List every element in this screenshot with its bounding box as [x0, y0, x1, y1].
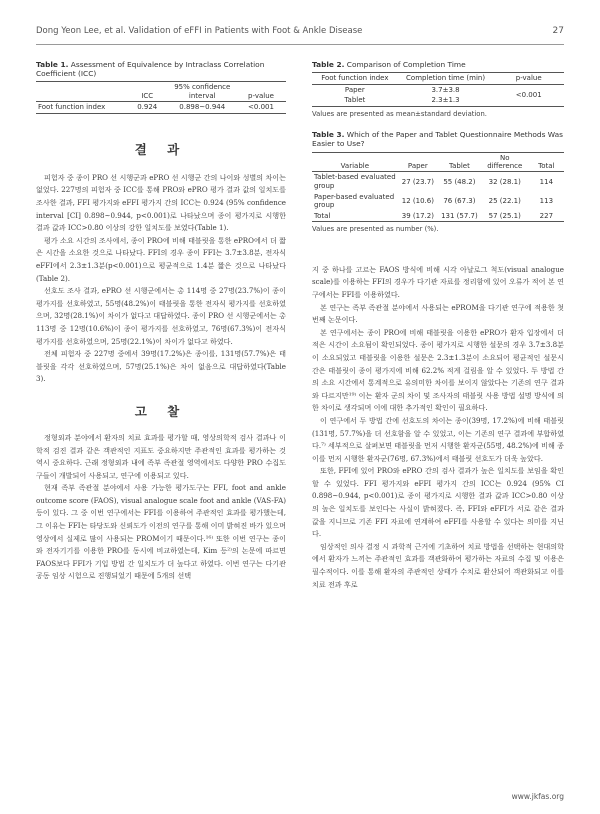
table-row [36, 102, 286, 114]
results-text [36, 172, 286, 386]
table2-header: Completion time (min) [406, 74, 486, 83]
table3 [312, 152, 564, 223]
table3-block [312, 130, 564, 234]
table2-block [312, 60, 564, 118]
table2-caption [312, 60, 564, 69]
table2-cell: Paper [344, 85, 365, 94]
table1-header-row [36, 82, 286, 102]
table2 [312, 72, 564, 107]
table3-cell: 55 (48.2) [443, 177, 476, 186]
table3-header-row [312, 152, 564, 172]
table-row [312, 192, 564, 211]
table3-caption-text: Which of the Paper and Tablet Questionnaire Methods Was Easier to Use? [312, 130, 564, 149]
table2-cell: 3.7±3.8 [431, 85, 460, 94]
table-row [312, 211, 564, 222]
discussion-paragraph: 본 연구는 족부 족관절 분야에서 사용되는 ePROM을 다기관 연구에 적용한 첫 번째 논문이다. [312, 302, 564, 325]
results-paragraph: 선호도 조사 결과, ePRO 선 시행군에서는 총 114명 중 27명(23.7%)이 종이 평가지를 선호하였고, 55명(48.2%)이 태블릿을 통한 전자식 평가지를 선호하였으며, 32명(28.1%)이 차이가 없다고 대답하였다. 종이 PRO 선 시행군에서는 총 113명 중 12명(10.6%)이 종이 평가지를 선호하였고, 76명(67.3%)이 전자식 평가지를 선호하였으며, 25명(22.1%)이 차이가 없다고 하였다. [36, 286, 286, 346]
discussion-paragraph: 또한, FFI에 있어 PRO와 ePRO 간의 검사 결과가 높은 일치도를 보임을 확인할 수 있었다. FFI 평가지와 eFFI 평가지 간의 ICC는 0.924 (95% CI 0.898~0.944, p<0.001)로 종이 평가지로 시행한 결과 값과 ICC>0.80 이상의 높은 일치도를 보인다는 사실이 밝혀졌다. 즉, FFI와 eFFI가 서로 같은 결과 값을 지니므로 기존 FFI 자료에 연계하여 eFFI를 사용할 수 있다는 의미를 지닌다. [312, 466, 564, 539]
table1-header: 95% confidence interval [174, 83, 231, 100]
table-row [312, 84, 564, 95]
table2-cell: 2.3±1.3 [431, 96, 460, 105]
discussion-paragraph: 임상적인 의사 결정 시 과학적 근거에 기초하여 치료 방법을 선택하는 현대의학에서 환자가 느끼는 주관적인 효과를 객관화하여 평가하는 자료의 수집 및 이용은 필수적이다. 이를 통해 환자의 주관적인 상태가 수치로 환산되어 객관화되고 이를 치료 전과 후로 [312, 541, 564, 589]
table2-header: Foot function index [321, 74, 389, 83]
table3-label: Table 3. [312, 130, 345, 140]
footer-url: www.jkfas.org [511, 792, 564, 801]
table1-label: Table 1. [36, 60, 69, 69]
left-column [36, 60, 286, 583]
right-column [312, 60, 564, 591]
discussion-paragraph: 정형외과 분야에서 환자의 치료 효과를 평가할 때, 영상의학적 검사 결과나 이학적 검진 결과 같은 객관적인 지표도 중요하지만 주관적인 효과를 평가하는 것 역시 중요하다. 근래 정형외과 내에 족부 족관절 영역에서도 다양한 PRO 수집도구들이 개발되어 사용되고, 연구에 이용되고 있다. [36, 432, 286, 480]
table3-cell: 27 (23.7) [401, 177, 434, 186]
table3-cell: 131 (57.7) [441, 211, 478, 220]
discussion-text-left [36, 432, 286, 583]
table3-header: No difference [487, 153, 523, 171]
table3-cell: Total [314, 211, 331, 220]
table1 [36, 81, 286, 113]
page-number: 27 [552, 26, 564, 36]
table3-note: Values are presented as number (%). [312, 225, 439, 234]
table3-header: Variable [340, 162, 370, 171]
table2-label: Table 2. [312, 60, 345, 69]
table1-cell: 0.924 [137, 103, 158, 112]
results-paragraph: 평가 소요 시간의 조사에서, 종이 PRO에 비해 태블릿을 통한 ePRO에서 더 짧은 시간을 소요한 것으로 나타났다. FFI의 경우 종이 FFI는 3.7±3.8분, 전자식 eFFI에서 2.3±1.3분(p<0.001)으로 평균적으로 1.4분 짧은 것으로 나타났다(Table 2). [36, 235, 286, 283]
discussion-heading: 고 찰 [134, 403, 188, 419]
table3-header: Total [538, 162, 555, 171]
results-paragraph: 전체 피험자 중 227명 중에서 39명(17.2%)은 종이를, 131명(57.7%)은 태블릿을 각각 선호하였으며, 57명(25.1%)은 차이 없음으로 대답하였다(Table 3). [36, 349, 286, 384]
table2-cell: Tablet [344, 96, 366, 105]
table1-header: ICC [141, 91, 154, 100]
table1-caption-text: Assessment of Equivalence by Intraclass Correlation Coefficient (ICC) [36, 60, 265, 79]
results-paragraph: 피험자 중 종이 PRO 선 시행군과 ePRO 선 시행군 간의 나이와 성별의 차이는 없었다. 227명의 피험자 중 ICC를 통해 PRO와 ePRO 평가 결과 값의 일치도를 조사한 결과, FFI 평가지와 eFFI 평가지 간의 ICC는 0.924 (95% confidence interval [CI] 0.898~0.944, p<0.001)로 나타났으며 종이 평가지로 시행한 결과 값과 ICC>0.80 이상의 강한 일치도를 보였다(Table 1). [36, 172, 286, 233]
table1-cell: 0.898~0.944 [179, 103, 226, 112]
discussion-paragraph: 본 연구에서는 종이 PRO에 비해 태블릿을 이용한 ePRO가 환자 입장에서 더 적은 시간이 소요됨이 확인되었다. 종이 평가지로 시행한 설문의 경우 3.7±3.8분이 소요되었고 태블릿을 이용한 설문은 2.3±1.3분이 소요되어 평균적인 설문시간은 태블릿이 종이 평가지에 비해 62.2% 적게 걸림을 알 수 있었다. 두 방법 간의 소요 시간에서 통계적으로 유의미한 차이를 보이지 않았다는 기존의 연구 결과와 다르지만¹⁹⁾ 이는 환자 군의 차이 및 조사자의 태블릿 사용 방법 설명 방식에 의한 차이로 생각되며 이에 대한 추가적인 확인이 필요하다. [312, 327, 564, 413]
table1-caption [36, 60, 286, 78]
table1-header: p-value [248, 91, 274, 100]
table3-header: Tablet [448, 162, 470, 171]
results-heading: 결 과 [134, 141, 188, 157]
discussion-paragraph: 지 중 하나를 고르는 FAOS 방식에 비해 시각 아날로그 척도(visual analogue scale)를 이용하는 FFI의 경우가 다기관 자료를 정리함에 있어 오류가 적어 본 연구에서는 FFI를 이용하였다. [312, 264, 564, 299]
discussion-paragraph: 현재 족부 족관절 분야에서 사용 가능한 평가도구는 FFI, foot and ankle outcome score (FAOS), visual analogue scale foot and ankle (VAS-FA) 등이 있다. 그 중 이번 연구에서는 FFI를 이용하여 주관적인 효과를 평가했는데, 그 이유는 FFI는 타당도와 신뢰도가 이전의 연구를 통해 이미 밝혀진 바가 있으며 영상에서 실제로 많이 사용되는 PROM이기 때문이다.¹⁶⁾ 또한 이번 연구는 종이와 전자기기를 이용한 PRO를 동시에 비교하였는데, Kim 등²⁾의 논문에 따르면 FAOS보다 FFI가 기입 방법 간 일치도가 더 높다고 하였다. 이번 연구는 다기관 공동 임상 시험으로 진행되었기 때문에 5개의 선택 [36, 483, 286, 581]
running-header [36, 26, 564, 40]
table1-block [36, 60, 286, 114]
table3-cell: 25 (22.1) [488, 196, 521, 205]
table3-header: Paper [407, 162, 428, 171]
discussion-text-right [312, 264, 564, 591]
table1-header [36, 82, 126, 102]
table3-cell: 114 [539, 177, 554, 186]
discussion-paragraph: 이 연구에서 두 방법 간에 선호도의 차이는 종이(39명, 17.2%)에 비해 태블릿(131명, 57.7%)을 더 선호함을 알 수 있었고, 이는 기존의 연구 결과에 부합하였다.⁷⁾ 세부적으로 살펴보면 태블릿을 먼저 시행한 환자군(55명, 48.2%)에 비해 종이를 먼저 시행한 환자군(76명, 67.3%)에서 태블릿 선호도가 더욱 높았다. [312, 415, 564, 463]
table3-cell: 39 (17.2) [401, 211, 434, 220]
header-rule [36, 44, 564, 45]
table3-cell: Paper-based evaluated group [314, 192, 395, 210]
table2-header: p-value [515, 74, 542, 83]
table1-cell: <0.001 [248, 103, 274, 112]
table3-caption [312, 130, 564, 148]
table3-cell: 76 (67.3) [443, 196, 476, 205]
table2-cell: <0.001 [515, 90, 542, 99]
table3-cell: Tablet-based evaluated group [314, 173, 396, 191]
table-row [312, 172, 564, 192]
table1-cell: Foot function index [38, 103, 106, 112]
table3-cell: 32 (28.1) [488, 177, 521, 186]
table2-caption-text: Comparison of Completion Time [346, 60, 466, 69]
table2-note: Values are presented as mean±standard deviation. [312, 109, 487, 118]
table3-cell: 227 [539, 211, 554, 220]
running-title: Dong Yeon Lee, et al. Validation of eFFI in Patients with Foot & Ankle Disease [36, 26, 363, 36]
table2-header-row [312, 73, 564, 84]
table3-cell: 57 (25.1) [488, 211, 521, 220]
table3-cell: 113 [539, 196, 554, 205]
table3-cell: 12 (10.6) [401, 196, 434, 205]
